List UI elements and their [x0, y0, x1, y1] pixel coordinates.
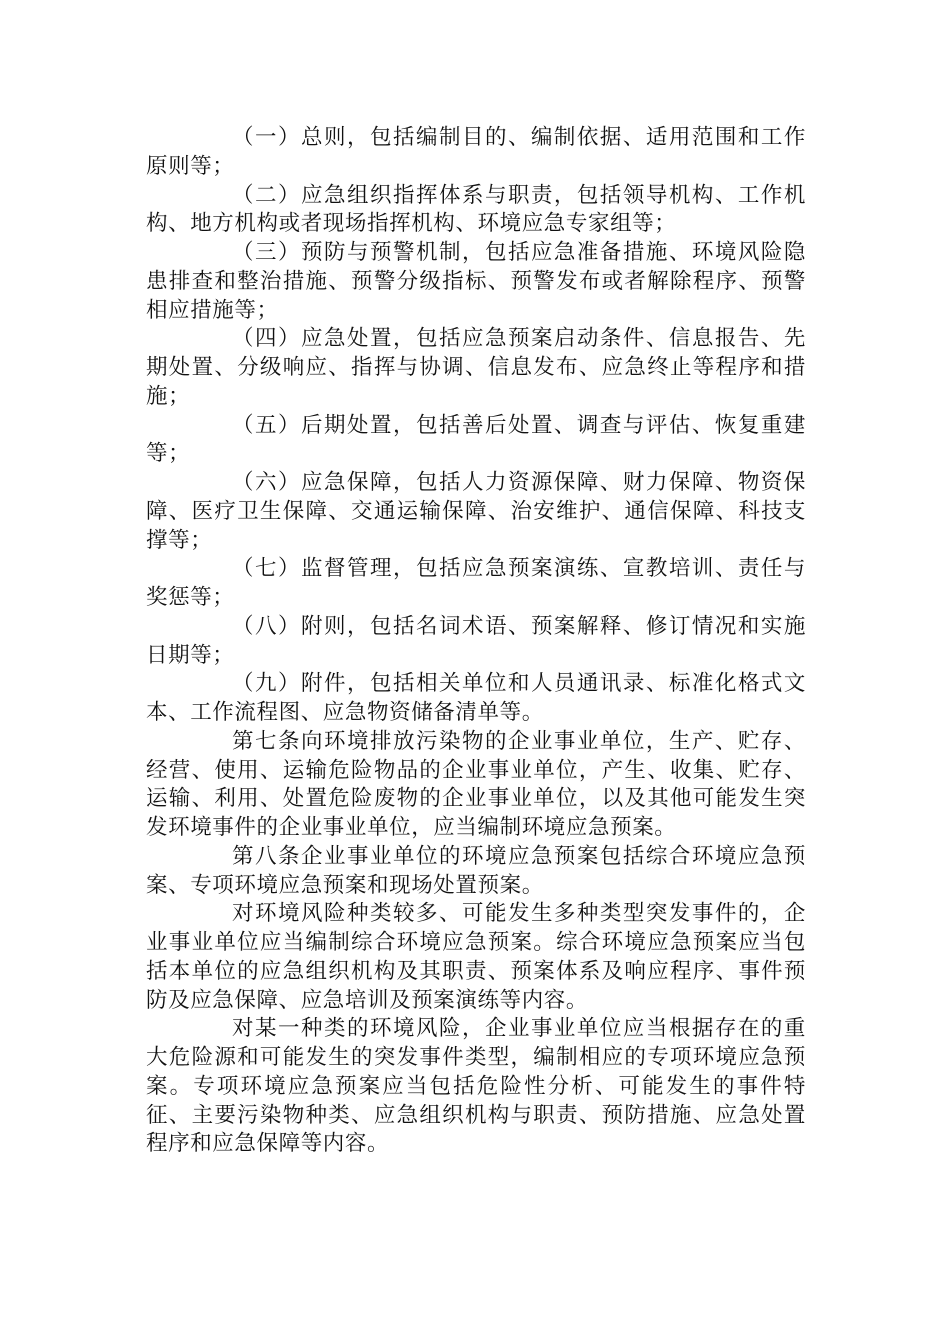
- paragraph-article-seven: 第七条向环境排放污染物的企业事业单位，生产、贮存、经营、使用、运输危险物品的企业事业单位，产生、收集、贮存、运输、利用、处置危险废物的企业事业单位，以及其他可能发生突发环境事件的企业事业单位，应当编制环境应急预案。: [146, 728, 806, 840]
- paragraph-prevention-warning: （三）预防与预警机制，包括应急准备措施、环境风险隐患排查和整治措施、预警分级指标、预警发布或者解除程序、预警相应措施等；: [146, 240, 806, 323]
- paragraph-emergency-response: （四）应急处置，包括应急预案启动条件、信息报告、先期处置、分级响应、指挥与协调、信息发布、应急终止等程序和措施；: [146, 326, 806, 409]
- paragraph-command-system: （二）应急组织指挥体系与职责，包括领导机构、工作机构、地方机构或者现场指挥机构、环境应急专家组等；: [146, 182, 806, 237]
- paragraph-article-eight: 第八条企业事业单位的环境应急预案包括综合环境应急预案、专项环境应急预案和现场处置预案。: [146, 843, 806, 898]
- paragraph-annexes: （九）附件，包括相关单位和人员通讯录、标准化格式文本、工作流程图、应急物资储备清单等。: [146, 671, 806, 725]
- paragraph-general-provisions: （一）总则，包括编制目的、编制依据、适用范围和工作原则等；: [146, 125, 806, 179]
- paragraph-supplementary-provisions: （八）附则，包括名词术语、预案解释、修订情况和实施日期等；: [146, 613, 806, 668]
- paragraph-emergency-support: （六）应急保障，包括人力资源保障、财力保障、物资保障、医疗卫生保障、交通运输保障、治安维护、通信保障、科技支撑等；: [146, 470, 806, 553]
- paragraph-supervision: （七）监督管理，包括应急预案演练、宣教培训、责任与奖惩等；: [146, 556, 806, 610]
- paragraph-post-disposal: （五）后期处置，包括善后处置、调查与评估、恢复重建等；: [146, 412, 806, 467]
- paragraph-special-plan: 对某一种类的环境风险，企业事业单位应当根据存在的重大危险源和可能发生的突发事件类型，编制相应的专项环境应急预案。专项环境应急预案应当包括危险性分析、可能发生的事件特征、主要污染物种类、应急组织机构与职责、预防措施、应急处置程序和应急保障等内容。: [146, 1016, 806, 1157]
- document-body: [146, 124, 806, 1159]
- paragraph-comprehensive-plan: 对环境风险种类较多、可能发生多种类型突发事件的，企业事业单位应当编制综合环境应急预案。综合环境应急预案应当包括本单位的应急组织机构及其职责、预案体系及响应程序、事件预防及应急保障、应急培训及预案演练等内容。: [146, 901, 806, 1013]
